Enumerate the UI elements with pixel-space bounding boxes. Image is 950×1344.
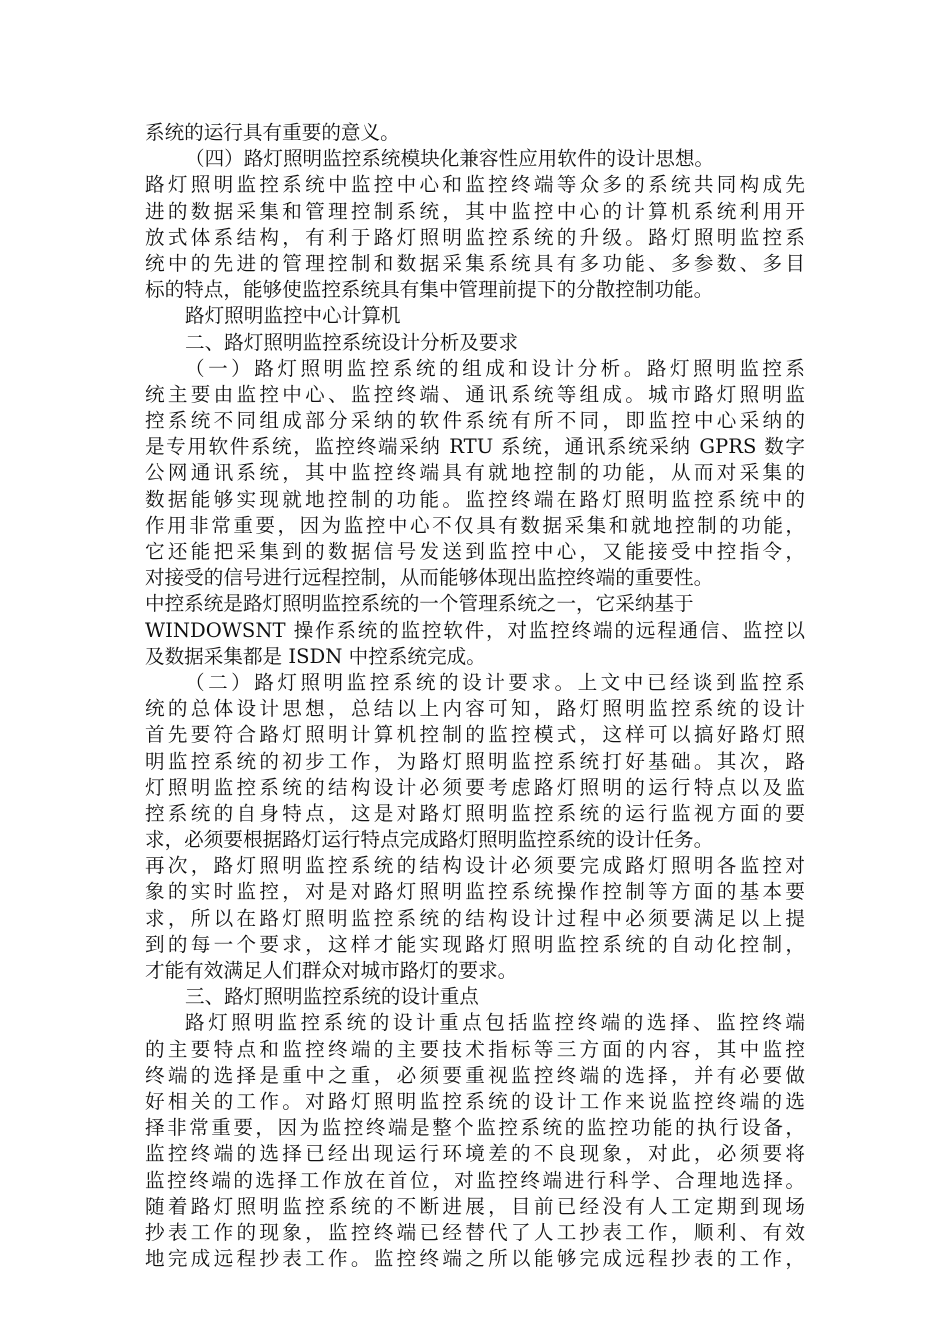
text-line: 对接受的信号进行远程控制，从而能够体现出监控终端的重要性。 <box>145 566 714 590</box>
text-line: 才能有效满足人们群众对城市路灯的要求。 <box>145 959 518 982</box>
text-line: 灯照明监控系统的结构设计必须要考虑路灯照明的运行特点以及监 <box>145 775 805 799</box>
text-line: 明监控系统的初步工作，为路灯照明监控系统打好基础。其次，路 <box>145 749 805 773</box>
text-line: 地完成远程抄表工作。监控终端之所以能够完成远程抄表的工作， <box>145 1247 805 1271</box>
text-line: 路灯照明监控中心计算机 <box>185 304 401 328</box>
text-line: 标的特点，能够使监控系统具有集中管理前提下的分散控制功能。 <box>145 278 714 302</box>
document-page <box>145 120 805 1272</box>
text-line: 再次，路灯照明监控系统的结构设计必须要完成路灯照明各监控对 <box>145 854 805 878</box>
text-line: （一）路灯照明监控系统的组成和设计分析。路灯照明监控系 <box>185 356 805 380</box>
text-line: 控系统的自身特点，这是对路灯照明监控系统的运行监视方面的要 <box>145 801 805 825</box>
text-line: （二）路灯照明监控系统的设计要求。上文中已经谈到监控系 <box>185 670 805 694</box>
text-line: 监控终端的选择已经出现运行环境差的不良现象，对此，必须要将 <box>145 1142 805 1166</box>
text-line: 到的每一个要求，这样才能实现路灯照明监控系统的自动化控制， <box>145 932 805 956</box>
text-line: 象的实时监控，对是对路灯照明监控系统操作控制等方面的基本要 <box>145 880 805 904</box>
text-line: 三、路灯照明监控系统的设计重点 <box>185 985 479 1009</box>
text-line: 随着路灯照明监控系统的不断进展，目前已经没有人工定期到现场 <box>145 1194 805 1218</box>
text-line: 是专用软件系统，监控终端采纳 RTU 系统，通讯系统采纳 GPRS 数字 <box>145 435 805 459</box>
text-line: 统中的先进的管理控制和数据采集系统具有多功能、多参数、多目 <box>145 251 805 275</box>
text-line: 公网通讯系统，其中监控终端具有就地控制的功能，从而对采集的 <box>145 461 805 485</box>
text-line: WINDOWSNT 操作系统的监控软件，对监控终端的远程通信、监控以 <box>145 618 805 642</box>
text-line: 控系统不同组成部分采纳的软件系统有所不同，即监控中心采纳的 <box>145 409 805 433</box>
text-line: 路灯照明监控系统中监控中心和监控终端等众多的系统共同构成先 <box>145 173 805 197</box>
text-line: 中控系统是路灯照明监控系统的一个管理系统之一，它采纳基于 <box>145 592 694 616</box>
text-line: 监控终端的选择工作放在首位，对监控终端进行科学、合理地选择。 <box>145 1168 805 1192</box>
text-line: 统的总体设计思想，总结以上内容可知，路灯照明监控系统的设计 <box>145 697 805 721</box>
text-line: 及数据采集都是 ISDN 中控系统完成。 <box>145 644 486 668</box>
text-line: 好相关的工作。对路灯照明监控系统的设计工作来说监控终端的选 <box>145 1089 805 1113</box>
text-line: 首先要符合路灯照明计算机控制的监控模式，这样可以搞好路灯照 <box>145 723 805 747</box>
text-line: 系统的运行具有重要的意义。 <box>145 121 400 144</box>
text-line: 它还能把采集到的数据信号发送到监控中心，又能接受中控指令， <box>145 540 805 563</box>
text-line: 进的数据采集和管理控制系统，其中监控中心的计算机系统利用开 <box>145 199 805 223</box>
text-line: 求，所以在路灯照明监控系统的结构设计过程中必须要满足以上提 <box>145 906 805 930</box>
text-line: 终端的选择是重中之重，必须要重视监控终端的选择，并有必要做 <box>145 1063 805 1087</box>
text-line: 路灯照明监控系统的设计重点包括监控终端的选择、监控终端 <box>185 1011 805 1035</box>
text-line: 统主要由监控中心、监控终端、通讯系统等组成。城市路灯照明监 <box>145 382 805 406</box>
text-line: 的主要特点和监控终端的主要技术指标等三方面的内容，其中监控 <box>145 1037 805 1061</box>
text-line: 抄表工作的现象，监控终端已经替代了人工抄表工作，顺利、有效 <box>145 1220 805 1244</box>
text-line: 二、路灯照明监控系统设计分析及要求 <box>185 330 519 354</box>
text-line: （四）路灯照明监控系统模块化兼容性应用软件的设计思想。 <box>185 147 715 171</box>
text-line: 求，必须要根据路灯运行特点完成路灯照明监控系统的设计任务。 <box>145 828 714 852</box>
text-line: 放式体系结构，有利于路灯照明监控系统的升级。路灯照明监控系 <box>145 225 805 249</box>
text-line: 作用非常重要，因为监控中心不仅具有数据采集和就地控制的功能， <box>145 513 805 537</box>
text-line: 数据能够实现就地控制的功能。监控终端在路灯照明监控系统中的 <box>145 487 805 511</box>
text-line: 择非常重要，因为监控终端是整个监控系统的监控功能的执行设备， <box>145 1116 805 1140</box>
